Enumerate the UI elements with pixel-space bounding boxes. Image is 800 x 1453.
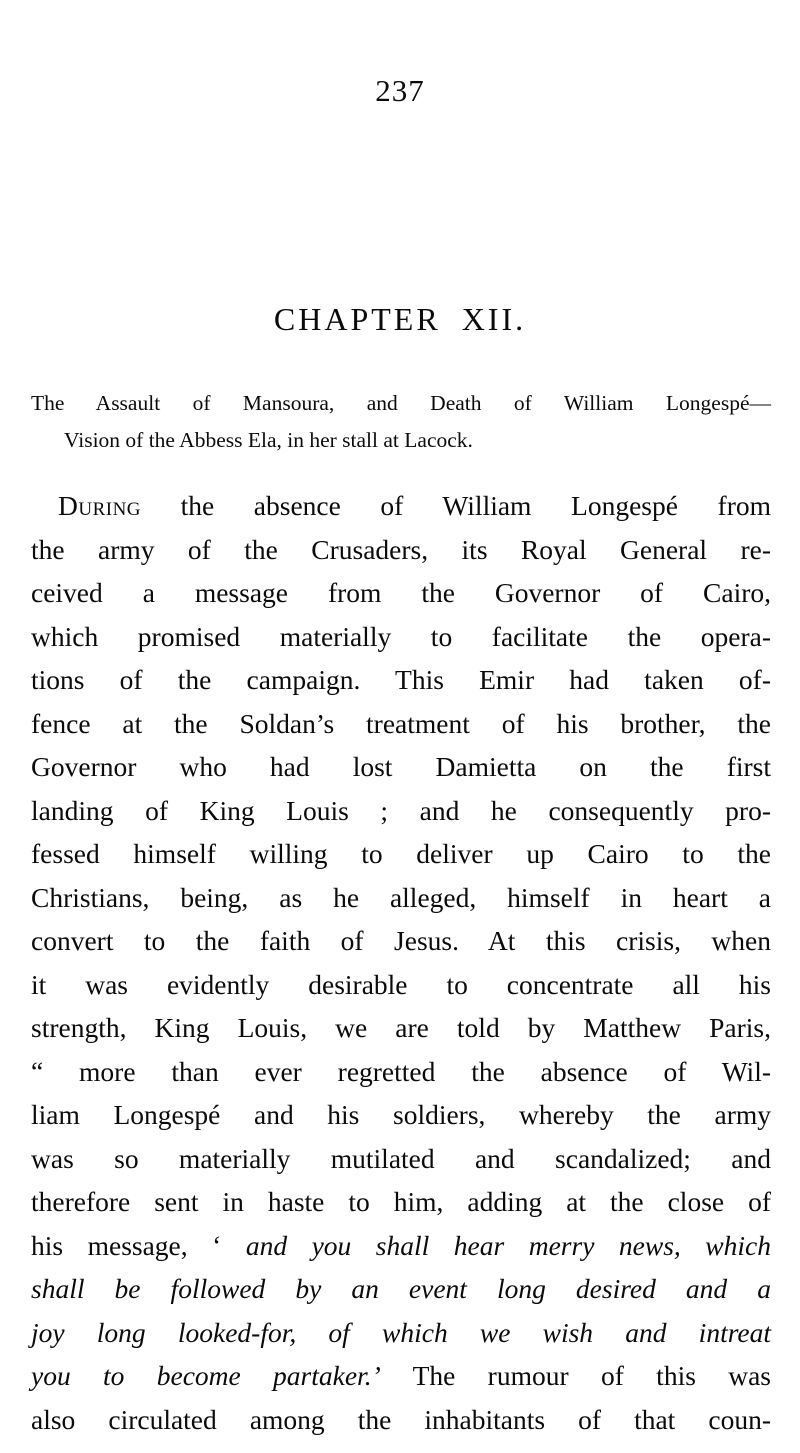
chapter-subtitle-line-1: The Assault of Mansoura, and Death of William Longespé— (31, 391, 771, 415)
body-line (31, 919, 771, 963)
body-line-segment: convert to the faith of Jesus. At this crisis, when (31, 925, 771, 956)
body-line-segment: joy long looked-for, of which we wish and intreat (31, 1316, 771, 1348)
body-line (31, 1006, 771, 1050)
body-line-segment: was so materially mutilated and scandalized; and (31, 1142, 771, 1174)
body-line (31, 1137, 771, 1181)
body-line-segment: also circulated among the inhabitants of that coun- (31, 1403, 771, 1435)
body-line-segment: the absence of William Longespé from (141, 490, 771, 521)
body-line (31, 1398, 771, 1442)
body-line (31, 1354, 771, 1398)
body-line-segment: fence at the Soldan’s treatment of his brother, the (31, 707, 771, 739)
chapter-heading: CHAPTER XII. (273, 301, 527, 337)
chapter-subtitle-line-2: Vision of the Abbess Ela, in her stall at Lacock. (64, 428, 473, 452)
body-line (31, 963, 771, 1007)
body-line-segment: shall be followed by an event long desired and a (31, 1273, 771, 1304)
body-line-segment: which promised materially to facilitate the opera- (31, 620, 771, 652)
body-line (31, 615, 771, 659)
body-line-segment: therefore sent in haste to him, adding at the close of (31, 1186, 771, 1217)
body-line-segment: his message, ‘ (31, 1229, 246, 1261)
body-line (31, 1093, 771, 1137)
body-line-segment: strength, King Louis, we are told by Matthew Paris, (31, 1012, 771, 1043)
body-text (31, 484, 771, 1441)
body-line-segment: and you shall hear merry news, which (245, 1229, 771, 1261)
body-line (31, 658, 771, 702)
body-line (31, 1180, 771, 1224)
body-line-segment: During (58, 490, 142, 521)
body-line (31, 1311, 771, 1355)
body-line-segment: tions of the campaign. This Emir had taken of- (31, 664, 771, 695)
body-line (31, 528, 771, 572)
body-line (31, 484, 771, 528)
body-line-segment: the army of the Crusaders, its Royal General re- (31, 533, 771, 565)
body-line (31, 1267, 771, 1311)
body-line (31, 1224, 771, 1268)
body-line-segment: landing of King Louis ; and he consequently pro- (31, 794, 771, 826)
body-line (31, 832, 771, 876)
body-line-segment: Governor who had lost Damietta on the first (31, 751, 771, 782)
body-line (31, 876, 771, 920)
body-line-segment: liam Longespé and his soldiers, whereby the army (31, 1099, 771, 1130)
body-line-segment: “ more than ever regretted the absence of Wil- (31, 1055, 771, 1087)
body-line-segment: Christians, being, as he alleged, himself in heart a (31, 881, 771, 913)
chapter-subtitle (31, 385, 771, 459)
body-line-segment: you to become partaker.’ (31, 1360, 381, 1391)
body-line-segment: The rumour of this was (380, 1360, 772, 1391)
body-line-segment: ceived a message from the Governor of Cairo, (31, 577, 771, 608)
body-line-segment: it was evidently desirable to concentrate all his (31, 968, 771, 1000)
body-line (31, 702, 771, 746)
page-number: 237 (375, 73, 425, 108)
body-line (31, 789, 771, 833)
body-line-segment: fessed himself willing to deliver up Cairo to the (31, 838, 771, 869)
body-line (31, 1050, 771, 1094)
body-line (31, 745, 771, 789)
body-line (31, 571, 771, 615)
